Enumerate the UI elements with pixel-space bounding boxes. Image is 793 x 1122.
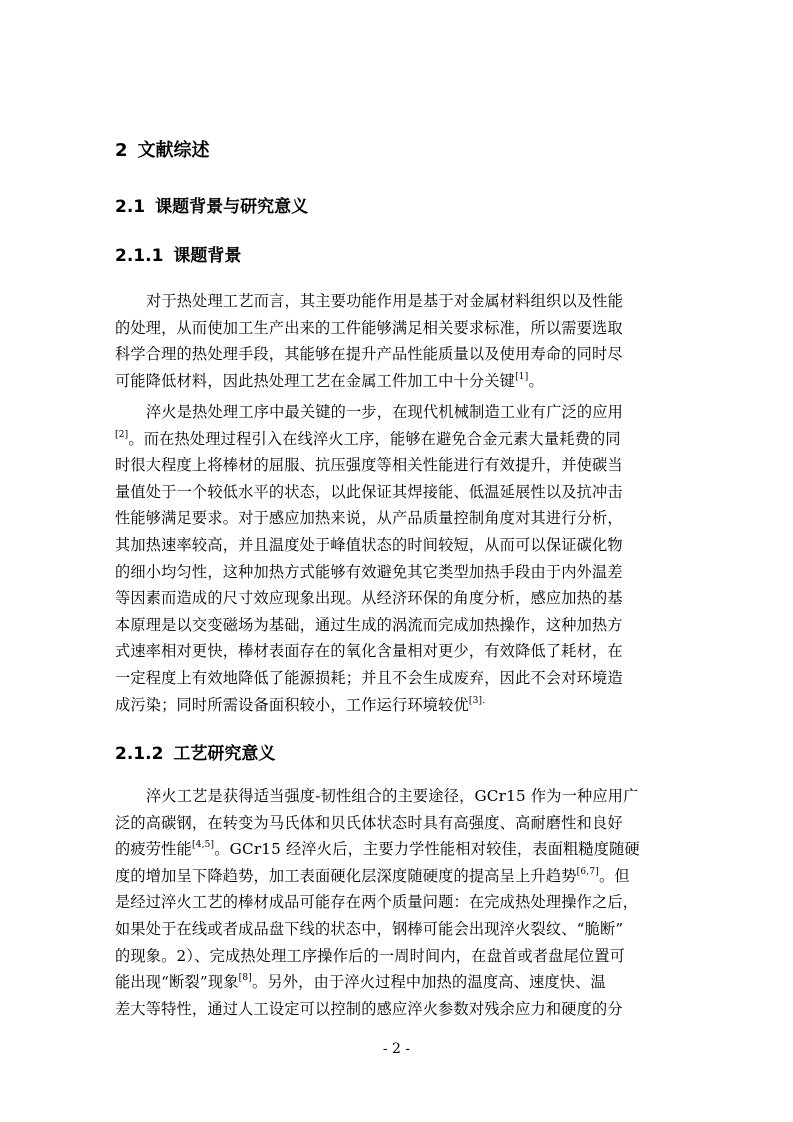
page-number: - 2 - <box>382 1041 411 1057</box>
citation-ref: [1] <box>515 371 529 382</box>
text-line: 成污染；同时所需设备面积较小，工作运行环境较优$^{[3].}$ <box>115 695 486 714</box>
text-line: 的现象。2）、完成热处理工序操作后的一周时间内，在盘首或者盘尾位置可 <box>115 946 626 965</box>
text-line: 本原理是以交变磁场为基础，通过生成的涡流而完成加热操作，这种加热方 <box>115 615 623 634</box>
section-heading <box>115 192 308 217</box>
paragraph-heat-treatment <box>115 288 675 394</box>
subsection-heading-significance <box>115 739 275 764</box>
text-line: 其加热速率较高，并且温度处于峰值状态的时间较短，从而可以保证碳化物 <box>115 535 623 554</box>
citation-ref: [2] <box>115 429 129 440</box>
citation-ref: [8] <box>238 973 253 984</box>
paragraph-quenching <box>115 399 675 718</box>
text-line: 是经过淬火工艺的棒材成品可能存在两个质量问题：在完成热处理操作之后， <box>115 893 639 912</box>
section-title: 课题背景与研究意义 <box>155 197 309 217</box>
text-line: 性能够满足要求。对于感应加热来说，从产品质量控制角度对其进行分析， <box>115 509 623 528</box>
text-line: [2]。而在热处理过程引入在线淬火工序，能够在避免合金元素大量耗费的同 <box>115 429 621 448</box>
chapter-heading <box>115 136 210 162</box>
text-line: 淬火是热处理工序中最关键的一步，在现代机械制造工业有广泛的应用 <box>146 403 624 421</box>
text-line: 的处理，从而使加工生产出来的工件能够满足相关要求标准，所以需要选取 <box>115 318 623 337</box>
text-line: 对于热处理工艺而言，其主要功能作用是基于对金属材料组织以及性能 <box>146 292 624 310</box>
text-line: 量值处于一个较低水平的状态，以此保证其焊接能、低温延展性以及抗冲击 <box>115 482 623 501</box>
citation-ref: [3]. <box>468 695 486 706</box>
text-line: 的细小均匀性，这种加热方式能够有效避免其它类型加热手段由于内外温差 <box>115 562 623 581</box>
text-line: 度的增加呈下降趋势，加工表面硬化层深度随硬度的提高呈上升趋势[6,7]。但 <box>115 866 630 885</box>
text-line: 一定程度上有效地降低了能源损耗；并且不会生成废弃，因此不会对环境造 <box>115 668 623 687</box>
text-line: 如果处于在线或者成品盘下线的状态中，钢棒可能会出现淬火裂纹、“脆断” <box>115 919 624 938</box>
paragraph-process-significance <box>115 783 675 1022</box>
subsection-title: 课题背景 <box>173 246 242 266</box>
subsection-number: 2.1.2 <box>115 744 164 764</box>
text-line: 科学合理的热处理手段，其能够在提升产品性能质量以及使用寿命的同时尽 <box>115 345 623 364</box>
text-line: 时很大程度上将棒材的屈服、抗压强度等相关性能进行有效提升，并使碳当 <box>115 456 623 475</box>
text-line: 差大等特性，通过人工设定可以控制的感应淬火参数对残余应力和硬度的分 <box>115 999 623 1018</box>
text-line: 泛的高碳钢，在转变为马氏体和贝氏体状态时具有高强度、高耐磨性和良好 <box>115 813 623 832</box>
chapter-title: 文献综述 <box>137 140 210 161</box>
subsection-heading-background <box>115 241 241 266</box>
text-line: 的疲劳性能[4,5]。GCr15 经淬火后，主要力学性能相对较佳，表面粗糙度随硬 <box>115 840 640 859</box>
text-line: 能出现“断裂”现象[8]。另外，由于淬火过程中加热的温度高、速度快、温 <box>115 973 606 992</box>
citation-ref: [4,5] <box>191 840 215 851</box>
section-number: 2.1 <box>115 197 146 217</box>
text-line: 等因素而造成的尺寸效应现象出现。从经济环保的角度分析，感应加热的基 <box>115 589 623 608</box>
citation-ref: [6,7] <box>576 866 599 877</box>
text-line: 可能降低材料，因此热处理工艺在金属工件加工中十分关键[1]。 <box>115 371 544 390</box>
text-line: 式速率相对更快，棒材表面存在的氧化含量相对更少，有效降低了耗材，在 <box>115 642 623 661</box>
chapter-number: 2 <box>115 140 128 161</box>
text-line: 淬火工艺是获得适当强度-韧性组合的主要途径，GCr15 作为一种应用广 <box>146 787 639 805</box>
subsection-title: 工艺研究意义 <box>173 744 276 764</box>
subsection-number: 2.1.1 <box>115 246 164 266</box>
